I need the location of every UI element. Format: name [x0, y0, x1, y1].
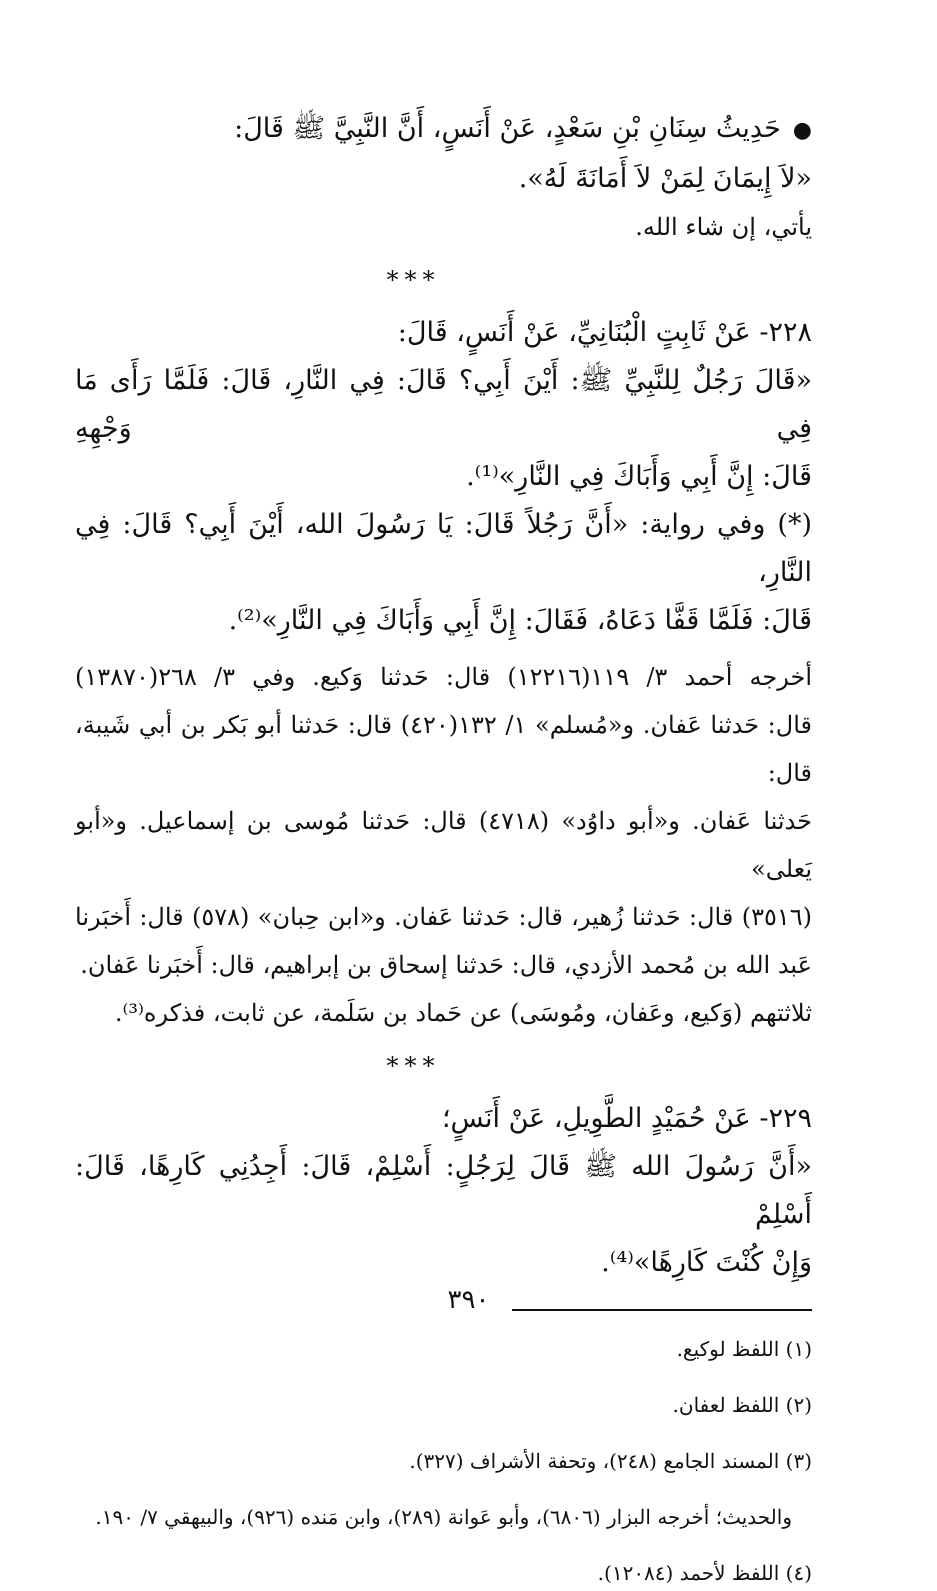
takhrij-228-line1: أخرجه أحمد ٣/ ١١٩(١٢٢١٦) قال: حَدثنا وَكيع. وفي ٣/ ٢٦٨(١٣٨٧٠) [75, 663, 812, 691]
page-number: ٣٩٠ [447, 1285, 490, 1315]
hadith-228-heading: ٢٢٨- عَنْ ثَابِتٍ الْبُنَانِيِّ، عَنْ أَنَسٍ، قَالَ: [397, 317, 812, 348]
footnote-4: (٤) اللفظ لأحمد (١٢٠٨٤). [597, 1561, 812, 1585]
hadith-228-matn-line2: قَالَ: إِنَّ أَبِي وَأَبَاكَ فِي النَّارِ»⁽¹⁾. [466, 461, 812, 492]
hadith-228-matn-line1: «قَالَ رَجُلٌ لِلنَّبِيِّ ﷺ: أَيْنَ أَبِي؟ قَالَ: فِي النَّارِ، قَالَ: فَلَمَّا رَأَى مَا فِي وَجْهِهِ [75, 365, 812, 444]
hadith-229-matn-line1: «أَنَّ رَسُولَ الله ﷺ قَالَ لِرَجُلٍ: أَسْلِمْ، قَالَ: أَجِدُنِي كَارِهًا، قَالَ: أَسْلِمْ [75, 1151, 812, 1230]
footnote-1: (١) اللفظ لوكيع. [676, 1337, 812, 1361]
section-separator: *** [386, 1052, 441, 1080]
section-separator: *** [386, 266, 441, 294]
bullet-dot-icon: ● [792, 118, 812, 143]
hadith-228-riwaya-line2: قَالَ: فَلَمَّا قَفَّا دَعَاهُ، فَقَالَ: إِنَّ أَبِي وَأَبَاكَ فِي النَّارِ»⁽²⁾. [228, 605, 812, 636]
footnote-3: (٣) المسند الجامع (٢٤٨)، وتحفة الأشراف (٣٢٧). [409, 1449, 812, 1473]
takhrij-228-line4: (٣٥١٦) قال: حَدثنا زُهير، قال: حَدثنا عَفان. و«ابن حِبان» (٥٧٨) قال: أَخبَرنا [75, 903, 812, 931]
hadith-229-heading: ٢٢٩- عَنْ حُمَيْدٍ الطَّوِيلِ، عَنْ أَنَسٍ؛ [441, 1103, 812, 1134]
footnote-2: (٢) اللفظ لعفان. [672, 1393, 812, 1417]
takhrij-228-line3: حَدثنا عَفان. و«أبو داوُد» (٤٧١٨) قال: حَدثنا مُوسى بن إسماعيل. و«أبو يَعلى» [75, 807, 813, 883]
bullet-hadith-matn: «لاَ إِيمَانَ لِمَنْ لاَ أَمَانَةَ لَهُ». [518, 163, 812, 194]
bullet-hadith-note: يأتي، إن شاء الله. [635, 213, 812, 241]
footnote-3-continuation: والحديث؛ أخرجه البزار (٦٨٠٦)، وأبو عَوانة (٢٨٩)، وابن مَنده (٩٢٦)، والبيهقي ٧/ ١٩٠. [95, 1505, 792, 1529]
takhrij-228-line5: عَبد الله بن مُحمد الأزدي، قال: حَدثنا إسحاق بن إبراهيم، قال: أَخبَرنا عَفان. [80, 951, 812, 979]
takhrij-228-line6: ثلاثتهم (وَكيع، وعَفان، ومُوسَى) عن حَماد بن سَلَمة، عن ثابت، فذكره⁽³⁾. [114, 999, 812, 1027]
bullet-hadith-text: حَدِيثُ سِنَانِ بْنِ سَعْدٍ، عَنْ أَنَسٍ، أَنَّ النَّبِيَّ ﷺ قَالَ: [234, 113, 781, 144]
hadith-228-riwaya-line1: (*) وفي رواية: «أَنَّ رَجُلاً قَالَ: يَا رَسُولَ الله، أَيْنَ أَبِي؟ قَالَ: فِي النَّارِ، [75, 509, 812, 588]
hadith-229-matn-line2: وَإِنْ كُنْتَ كَارِهًا»⁽⁴⁾. [601, 1247, 812, 1278]
bullet-hadith-line [75, 105, 812, 155]
takhrij-228-line2: قال: حَدثنا عَفان. و«مُسلم» ١/ ١٣٢(٤٢٠) قال: حَدثنا أبو بَكر بن أبي شَيبة، قال: [75, 711, 812, 787]
